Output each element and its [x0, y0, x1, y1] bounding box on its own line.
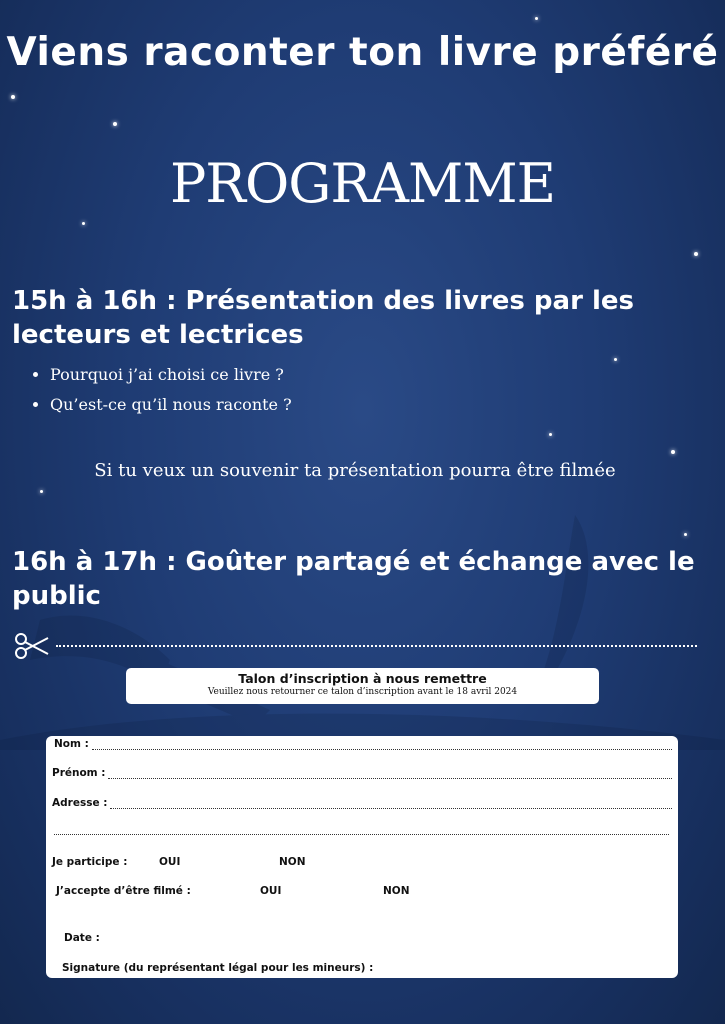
talon-title: Talon d’inscription à nous remettre — [238, 671, 487, 686]
participe-non-option[interactable]: NON — [279, 856, 306, 868]
nom-label: Nom : — [54, 738, 89, 750]
video-note: Si tu veux un souvenir ta présentation pourra être filmée — [94, 460, 616, 481]
adresse-label: Adresse : — [52, 797, 108, 809]
cut-line — [14, 632, 697, 660]
date-field[interactable]: Date : — [64, 932, 100, 944]
bullet-item: • Pourquoi j’ai choisi ce livre ? — [50, 360, 292, 390]
filme-label: J’accepte d’être filmé : — [56, 885, 191, 897]
session-1-bullets — [30, 360, 292, 420]
participe-label: Je participe : — [52, 856, 128, 868]
nom-field[interactable] — [54, 738, 672, 750]
page-title: Viens raconter ton livre préféré — [6, 30, 719, 75]
registration-form — [46, 736, 678, 978]
adresse-line-2[interactable] — [54, 826, 669, 835]
talon-subtitle: Veuillez nous retourner ce talon d’inscription avant le 18 avril 2024 — [207, 687, 518, 697]
filme-non-option[interactable]: NON — [383, 885, 410, 897]
prenom-label: Prénom : — [52, 767, 106, 779]
filme-oui-option[interactable]: OUI — [260, 885, 282, 897]
talon-banner — [126, 668, 599, 704]
bullet-item: • Qu’est-ce qu’il nous raconte ? — [50, 390, 292, 420]
dotted-cut-line — [56, 645, 697, 647]
scissors-icon — [14, 632, 50, 660]
session-1-heading: 15h à 16h : Présentation des livres par les lecteurs et lectrices — [12, 286, 634, 350]
participe-oui-option[interactable]: OUI — [159, 856, 181, 868]
adresse-field[interactable] — [52, 797, 672, 809]
signature-field[interactable]: Signature (du représentant légal pour les mineurs) : — [62, 962, 374, 974]
session-2-heading: 16h à 17h : Goûter partagé et échange avec le public — [12, 547, 695, 611]
prenom-field[interactable] — [52, 767, 672, 779]
programme-heading: PROGRAMME — [169, 152, 556, 215]
